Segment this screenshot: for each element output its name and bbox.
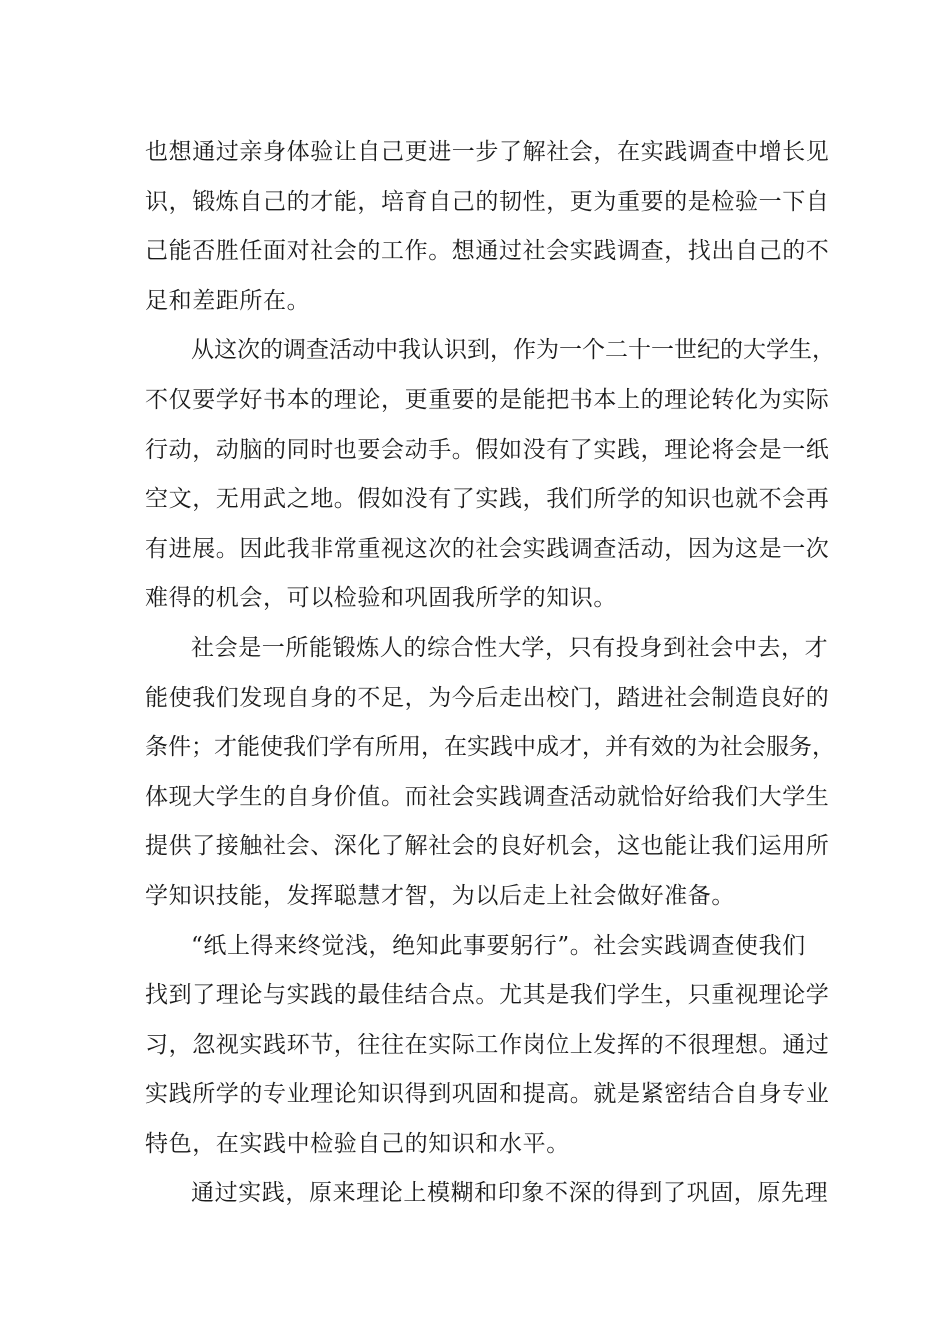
text-line: 行动，动脑的同时也要会动手。假如没有了实践，理论将会是一纸 [145,436,830,463]
text-line: 识，锻炼自己的才能，培育自己的韧性，更为重要的是检验一下自 [145,188,830,215]
text-line: 通过实践，原来理论上模糊和印象不深的得到了巩固，原先理 [191,1180,829,1207]
paragraph-1 [145,128,835,326]
text-line: 提供了接触社会、深化了解社会的良好机会，这也能让我们运用所 [145,833,830,860]
paragraph-3 [145,624,835,922]
text-line: 特色，在实践中检验自己的知识和水平。 [145,1130,570,1157]
text-line: 条件；才能使我们学有所用，在实践中成才，并有效的为社会服务， [145,734,835,761]
text-line: 能使我们发现自身的不足，为今后走出校门，踏进社会制造良好的 [145,684,830,711]
text-line: 己能否胜任面对社会的工作。想通过社会实践调查，找出自己的不 [145,238,830,265]
text-line: 不仅要学好书本的理论，更重要的是能把书本上的理论转化为实际 [145,386,830,413]
text-line: 空文，无用武之地。假如没有了实践，我们所学的知识也就不会再 [145,486,830,513]
text-line: 从这次的调查活动中我认识到，作为一个二十一世纪的大学生， [191,337,835,364]
text-line: 实践所学的专业理论知识得到巩固和提高。就是紧密结合自身专业 [145,1081,830,1108]
text-line: 体现大学生的自身价值。而社会实践调查活动就恰好给我们大学生 [145,783,830,810]
text-line: 学知识技能，发挥聪慧才智，为以后走上社会做好准备。 [145,882,735,909]
body-text [145,128,835,1219]
text-line: 习，忽视实践环节，往往在实际工作岗位上发挥的不很理想。通过 [145,1031,830,1058]
paragraph-5 [145,1169,835,1219]
text-line: 也想通过亲身体验让自己更进一步了解社会，在实践调查中增长见 [145,139,830,165]
text-line: 足和差距所在。 [145,287,311,314]
text-line: 找到了理论与实践的最佳结合点。尤其是我们学生，只重视理论学 [145,982,830,1009]
text-line: 有进展。因此我非常重视这次的社会实践调查活动，因为这是一次 [145,535,830,562]
text-line: “纸上得来终觉浅，绝知此事要躬行”。社会实践调查使我们 [191,932,806,959]
paragraph-4 [145,922,835,1170]
text-line: 难得的机会，可以检验和巩固我所学的知识。 [145,585,617,612]
text-line: 社会是一所能锻炼人的综合性大学，只有投身到社会中去，才 [191,634,829,661]
paragraph-2 [145,326,835,624]
